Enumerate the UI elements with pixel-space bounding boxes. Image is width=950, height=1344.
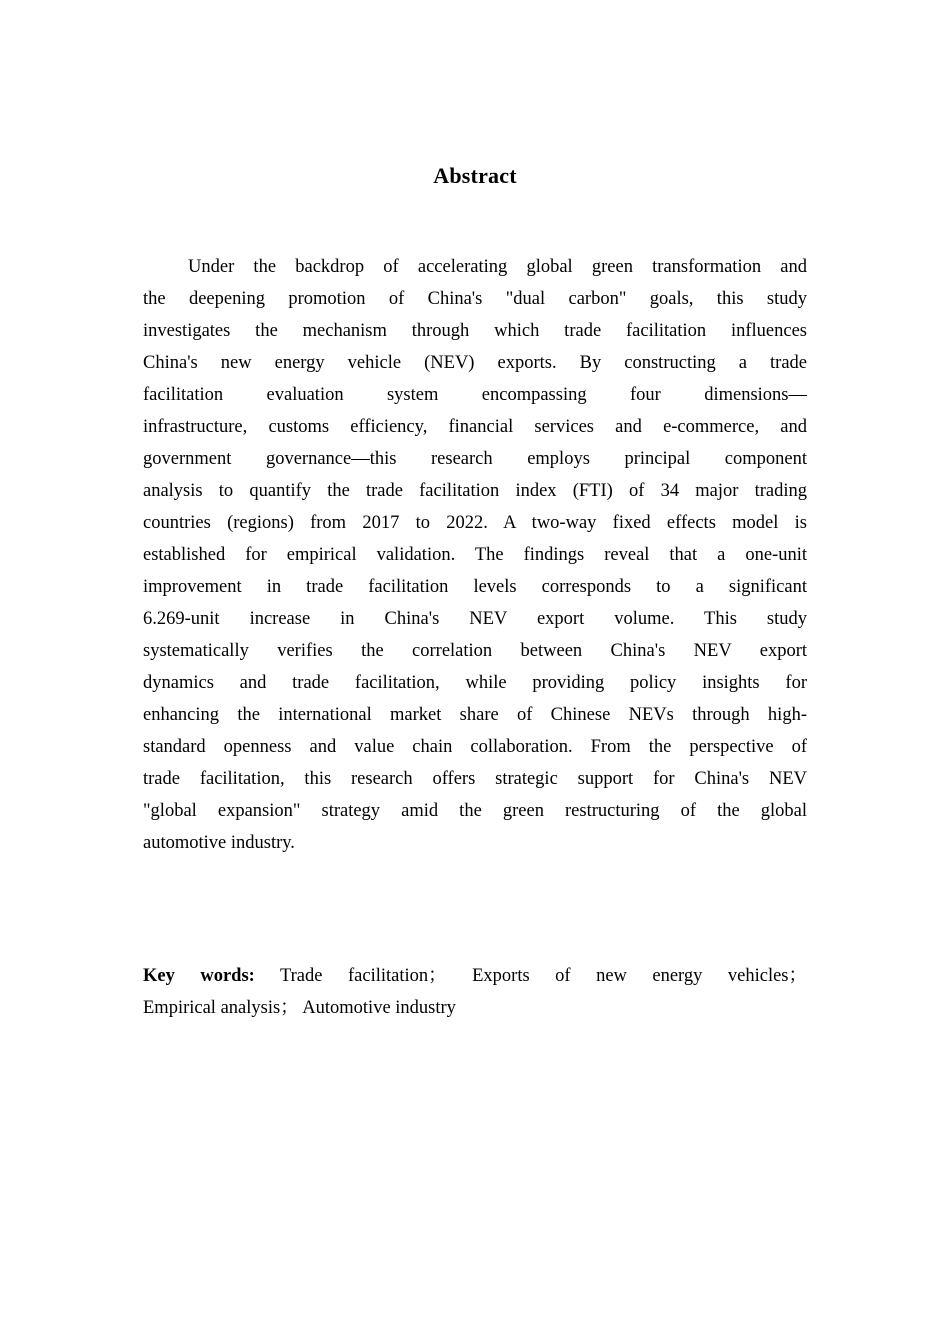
text-line: [143, 251, 807, 283]
text-line: systematically verifies the correlation between China's NEV export: [143, 641, 807, 661]
text-line: enhancing the international market share of Chinese NEVs through high-: [143, 705, 807, 725]
text-line: dynamics and trade facilitation, while providing policy insights for: [143, 673, 807, 693]
text-line: standard openness and value chain collaboration. From the perspective of: [143, 737, 807, 757]
keywords-line: Empirical analysis； Automotive industry: [143, 998, 456, 1018]
keywords-line-content: Trade facilitation； Exports of new energy vehicles；: [280, 966, 807, 986]
text-line: investigates the mechanism through which trade facilitation influences: [143, 321, 807, 341]
text-line: infrastructure, customs efficiency, financial services and e-commerce, and: [143, 417, 807, 437]
text-line: the deepening promotion of China's "dual carbon" goals, this study: [143, 289, 807, 309]
text-line: automotive industry.: [143, 833, 295, 853]
text-line-content: Under the backdrop of accelerating global green transformation and: [188, 257, 807, 277]
text-line: "global expansion" strategy amid the green restructuring of the global: [143, 801, 807, 821]
abstract-paragraph: [143, 251, 807, 859]
text-line: countries (regions) from 2017 to 2022. A two-way fixed effects model is: [143, 513, 807, 533]
text-line: analysis to quantify the trade facilitation index (FTI) of 34 major trading: [143, 481, 807, 501]
keywords-line: [143, 960, 807, 992]
text-line: improvement in trade facilitation levels corresponds to a significant: [143, 577, 807, 597]
text-line: established for empirical validation. The findings reveal that a one-unit: [143, 545, 807, 565]
page-title: Abstract: [433, 163, 517, 188]
text-line: government governance—this research employs principal component: [143, 449, 807, 469]
text-line: trade facilitation, this research offers strategic support for China's NEV: [143, 769, 807, 789]
keywords-section: [143, 960, 807, 1024]
text-line: 6.269-unit increase in China's NEV export volume. This study: [143, 609, 807, 629]
text-line: facilitation evaluation system encompassing four dimensions—: [143, 385, 807, 405]
text-line: China's new energy vehicle (NEV) exports. By constructing a trade: [143, 353, 807, 373]
keywords-label: Key words:: [143, 966, 255, 986]
